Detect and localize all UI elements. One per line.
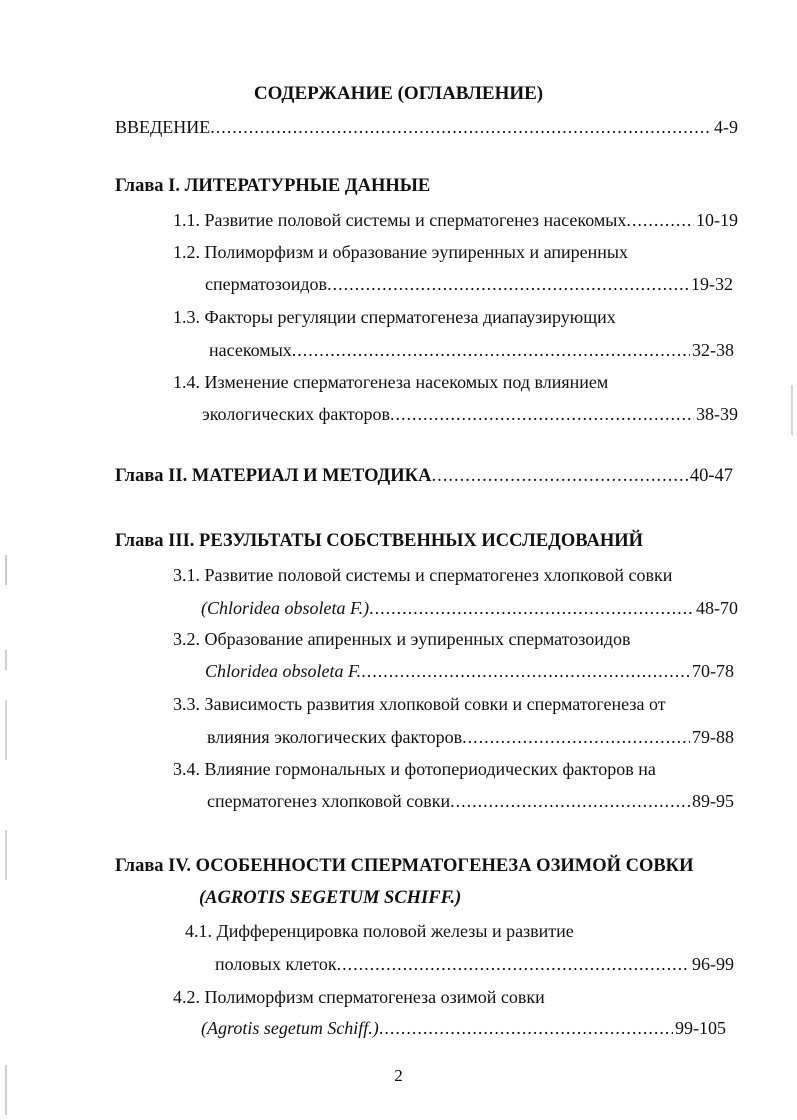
toc-entry-label: Глава II. МАТЕРИАЛ И МЕТОДИКА [115,466,432,486]
toc-entry-intro[interactable] [115,116,738,138]
toc-entry-4-1-line1[interactable] [185,920,574,942]
scan-artifact [5,555,7,585]
toc-entry-3-2-line1[interactable] [173,628,631,650]
chapter-subheading-4: (AGROTIS SEGETUM SCHIFF.) [199,888,462,908]
toc-entry-pages: 38-39 [696,404,738,424]
leader-dots [369,597,694,619]
toc-entry-label: 3.2. Образование апиренных и эупиренных сперматозоидов [173,629,631,649]
toc-entry-label: (Chloridea obsoleta F.) [201,598,370,618]
toc-entry-label: 3.4. Влияние гормональных и фотопериодических факторов на [173,759,656,779]
toc-entry-label: 1.4. Изменение сперматогенеза насекомых под влиянием [173,372,609,392]
toc-entry-1-3-line2[interactable] [209,339,734,361]
toc-entry-4-1-line2[interactable] [215,953,734,975]
toc-entry-label: половых клеток [215,954,337,974]
toc-entry-pages: 70-78 [692,661,734,681]
toc-entry-label: 1.3. Факторы регуляции сперматогенеза диапаузирующих [173,307,616,327]
toc-entry-4-2-line2[interactable] [201,1017,726,1039]
toc-entry-1-1[interactable] [173,209,738,231]
toc-entry-label: 4.2. Полиморфизм сперматогенеза озимой совки [173,987,545,1007]
toc-entry-1-3-line1[interactable] [173,306,616,328]
leader-dots [327,273,689,295]
toc-entry-label: Chloridea obsoleta F. [205,661,362,681]
toc-entry-pages: 32-38 [692,340,734,360]
page-number: 2 [394,1066,403,1085]
toc-entry-1-2-line2[interactable] [205,273,733,295]
toc-entry-label: сперматозоидов [205,274,328,294]
toc-entry-label: 3.3. Зависимость развития хлопковой совки и сперматогенеза от [173,694,666,714]
toc-entry-label: сперматогенез хлопковой совки [207,791,451,811]
toc-entry-1-4-line1[interactable] [173,371,608,393]
toc-entry-1-4-line2[interactable] [202,403,738,425]
toc-entry-pages: 89-95 [692,791,734,811]
toc-entry-pages: 96-99 [692,954,734,974]
toc-entry-pages: 19-32 [691,274,733,294]
leader-dots [361,660,690,682]
leader-dots [379,1017,673,1039]
toc-entry-pages: 4-9 [714,117,738,137]
toc-entry-label: влияния экологических факторов [207,727,463,747]
scan-artifact [791,385,793,435]
toc-entry-label: 1.1. Развитие половой системы и сперматогенез насекомых [173,210,627,230]
chapter-heading-4[interactable]: Глава IV. ОСОБЕННОСТИ СПЕРМАТОГЕНЕЗА ОЗИМОЙ СОВКИ [115,856,694,876]
toc-entry-label: 4.1. Дифференцировка половой железы и развитие [185,921,574,941]
toc-entry-3-1-line2[interactable] [201,597,738,619]
leader-dots [450,790,690,812]
toc-entry-pages: 40-47 [689,466,733,486]
chapter-heading-2[interactable] [115,465,733,487]
scan-artifact [5,1065,7,1115]
toc-entry-3-1-line1[interactable] [173,564,672,586]
toc-entry-pages: 48-70 [696,598,738,618]
leader-dots [462,726,690,748]
leader-dots [210,116,712,138]
toc-entry-label: насекомых [209,340,292,360]
chapter-heading-1[interactable]: Глава I. ЛИТЕРАТУРНЫЕ ДАННЫЕ [115,176,431,196]
toc-entry-pages: 79-88 [692,727,734,747]
scan-artifact [5,700,7,760]
leader-dots [337,953,690,975]
page-title: СОДЕРЖАНИЕ (ОГЛАВЛЕНИЕ) [253,83,544,104]
leader-dots [431,465,687,487]
scan-artifact [5,650,7,670]
leader-dots [626,209,694,231]
toc-entry-label: (Agrotis segetum Schiff.) [201,1018,379,1038]
leader-dots [390,403,694,425]
toc-entry-3-4-line2[interactable] [207,790,734,812]
toc-entry-3-2-line2[interactable] [205,660,734,682]
toc-entry-1-2-line1[interactable] [173,241,628,263]
toc-entry-label: экологических факторов [202,404,390,424]
toc-entry-3-3-line1[interactable] [173,693,666,715]
chapter-heading-3[interactable]: Глава III. РЕЗУЛЬТАТЫ СОБСТВЕННЫХ ИССЛЕДОВАНИЙ [115,531,643,551]
toc-entry-label: ВВЕДЕНИЕ [115,117,211,137]
leader-dots [292,339,690,361]
toc-entry-3-3-line2[interactable] [207,726,734,748]
toc-entry-4-2-line1[interactable] [173,986,545,1008]
toc-entry-3-4-line1[interactable] [173,758,656,780]
toc-entry-pages: 99-105 [675,1018,726,1038]
toc-entry-label: 3.1. Развитие половой системы и сперматогенез хлопковой совки [173,565,673,585]
toc-entry-label: 1.2. Полиморфизм и образование эупиренных и апиренных [173,242,628,262]
scan-artifact [5,830,7,880]
toc-entry-pages: 10-19 [696,210,738,230]
